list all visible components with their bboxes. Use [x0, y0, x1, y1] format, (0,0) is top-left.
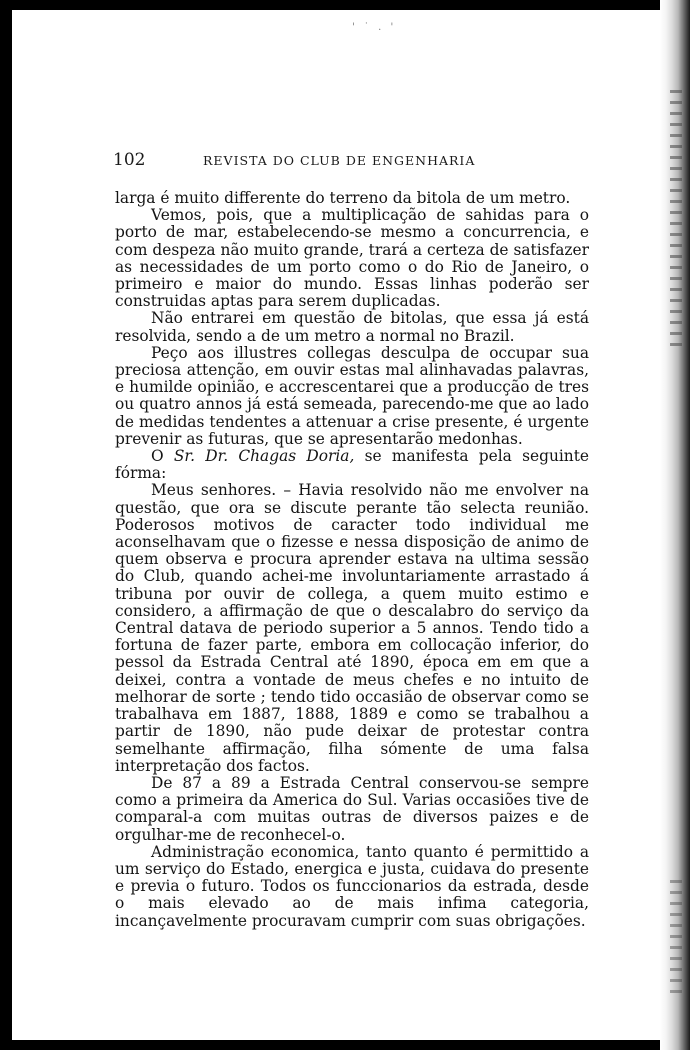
page-header	[113, 150, 593, 172]
page-number: 102	[113, 150, 146, 170]
paragraph-3: Não entrarei em questão de bitolas, que essa já está resolvida, sendo a de um metro a normal no Brazil.	[115, 309, 589, 345]
paragraph-4: Peço aos illustres collegas desculpa de occupar sua preciosa attenção, em ouvir estas mal alinhavadas palavras, e humilde opinião, e accrescentarei que a producção de tres ou quatro annos já está semeada, parecendo-me que ao lado de medidas tendentes a attenuar a crise presente, é urgente prevenir as futuras, que se apresentarão medonhas.	[115, 343, 589, 448]
book-page	[12, 10, 660, 1040]
paragraph-2: Vemos, pois, que a multiplicação de sahidas para o porto de mar, estabelecendo-se mesmo a concurrencia, e com despeza não muito grande, trará a certeza de satisfazer as necessidades de um porto como o do Rio de Janeiro, o primeiro e maior do mundo. Essas linhas poderão ser construidas aptas para serem duplicadas.	[115, 206, 589, 311]
paragraph-6: Meus senhores. – Havia resolvido não me envolver na questão, que ora se discute perante tão selecta reunião. Poderosos motivos de caracter todo individual me aconselhavam que o fizesse e nessa disposição de animo de quem observa e procura aprender estava na ultima sessão do Club, quando achei-me involuntariamente arrastado á tribuna por ouvir de collega, a quem muito estimo e considero, a affirmação de que o descalabro do serviço da Central datava de periodo superior a 5 annos. Tendo tido a fortuna de fazer parte, embora em collocação inferior, do pessol da Estrada Central até 1890, época em em que a deixei, contra a vontade de meus chefes e no intuito de melhorar de sorte ; tendo tido occasião de observar como se trabalhava em 1887, 1888, 1889 e como se trabalhou a partir de 1890, não pude deixar de protestar contra semelhante affirmação, filha sómente de uma falsa interpretação dos factos.	[115, 481, 589, 775]
edge-specks-top	[670, 90, 682, 350]
paragraph-1: larga é muito differente do terreno da bitola de um metro.	[115, 189, 571, 207]
speaker-name: Sr. Dr. Chagas Doria,	[173, 447, 355, 466]
body-text	[115, 190, 589, 930]
running-title: REVISTA DO CLUB DE ENGENHARIA	[203, 153, 476, 168]
scan-specks: ' ˙ . '	[352, 22, 397, 33]
paragraph-8: Administração economica, tanto quanto é permittido a um serviço do Estado, energica e justa, cuidava do presente e previa o futuro. Todos os funccionarios da estrada, desde o mais elevado ao de mais infima categoria, incançavelmente procuravam cumprir com suas obrigações.	[115, 842, 589, 930]
speaker-prefix: O	[151, 447, 174, 466]
scan-edge-shadow	[660, 0, 690, 1050]
edge-specks-bottom	[670, 880, 682, 1000]
paragraph-5	[115, 448, 589, 482]
speaker-intro: se manifesta pela seguinte fórma:	[115, 447, 590, 483]
paragraph-7: De 87 a 89 a Estrada Central conservou-se sempre como a primeira da America do Sul. Varias occasiões tive de comparal-a com muitas outras de diversos paizes e de orgulhar-me de reconhecel-o.	[115, 773, 589, 844]
